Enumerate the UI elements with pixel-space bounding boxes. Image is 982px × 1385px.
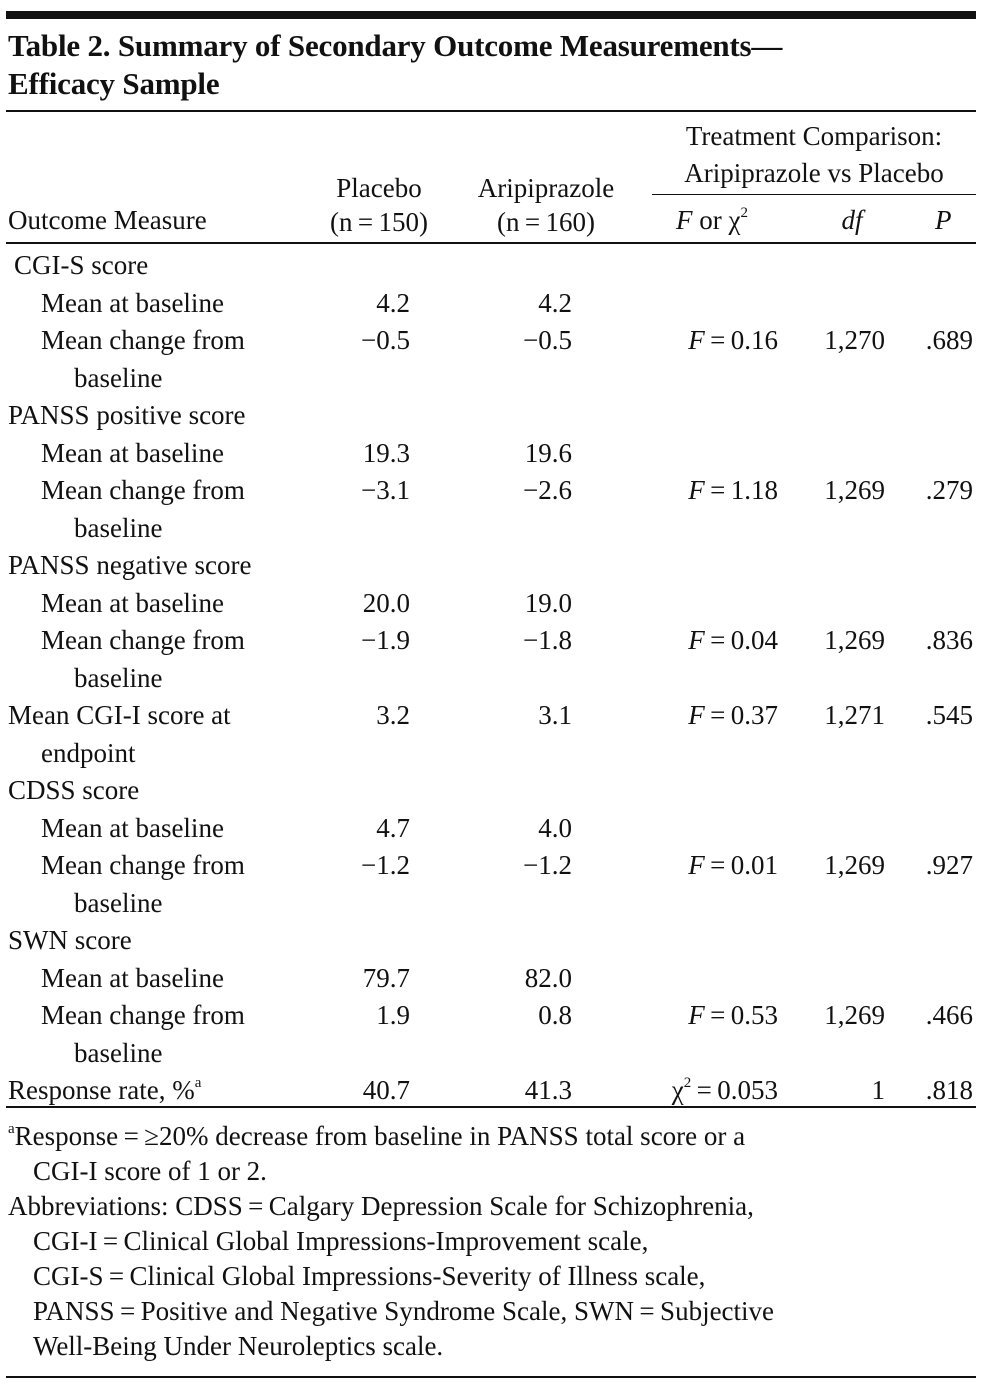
footnote-a-text: Response = ≥20% decrease from baseline in PANSS total score or a [14, 1121, 746, 1151]
row-label-text: Mean CGI-I score at [8, 700, 231, 730]
footnote-a-line2: CGI-I score of 1 or 2. [33, 1156, 267, 1186]
row-label-text: Mean change from [41, 475, 245, 505]
comparison-statistic [630, 322, 778, 358]
table-title-line2: Efficacy Sample [8, 66, 220, 101]
row-label [8, 547, 252, 583]
header-comparison-line1: Treatment Comparison: [685, 121, 943, 151]
header-stat-or-chi: or χ [692, 205, 741, 235]
header-bottom-rule [6, 242, 976, 244]
placebo-value: 4.7 [376, 812, 410, 843]
row-label [41, 810, 224, 846]
header-statistic [676, 202, 748, 238]
statistic-value: = 0.01 [704, 850, 778, 880]
footnotes [8, 1119, 973, 1364]
row-label [41, 285, 224, 321]
statistic-symbol: F [688, 1000, 705, 1030]
abbreviations-line3: CGI-S = Clinical Global Impressions-Severity of Illness scale, [33, 1261, 706, 1291]
row-label [41, 960, 224, 996]
row-label-text: SWN score [8, 925, 132, 955]
top-thick-rule [6, 11, 976, 19]
aripiprazole-value: −1.8 [523, 625, 572, 655]
comparison-statistic [630, 622, 778, 658]
p-value: .818 [925, 1075, 973, 1105]
df-value: 1 [871, 1075, 885, 1105]
row-label-text: Mean change from [41, 625, 245, 655]
comparison-statistic [630, 997, 778, 1033]
p-value: .927 [925, 850, 973, 880]
row-label [41, 622, 245, 658]
aripiprazole-value: 41.3 [524, 1075, 572, 1105]
statistic-value: = 0.37 [704, 700, 778, 730]
row-label-continuation: baseline [74, 362, 163, 393]
row-label-continuation: baseline [74, 887, 163, 918]
header-placebo: Placebo [336, 173, 422, 203]
comparison-statistic [630, 847, 778, 883]
statistic-value: = 0.04 [704, 625, 778, 655]
row-label [41, 997, 245, 1033]
abbreviations-line2: CGI-I = Clinical Global Impressions-Improvement scale, [33, 1226, 649, 1256]
df-value: 1,269 [824, 1000, 885, 1030]
statistic-value: = 0.16 [704, 325, 778, 355]
placebo-value: −1.2 [361, 850, 410, 880]
header-stat-f: F [676, 205, 693, 235]
placebo-value: 79.7 [362, 962, 410, 993]
row-label [14, 247, 148, 283]
statistic-value: = 0.53 [704, 1000, 778, 1030]
df-value: 1,271 [824, 700, 885, 730]
aripiprazole-value: 19.6 [524, 437, 572, 468]
row-label-text: Mean at baseline [41, 962, 224, 993]
aripiprazole-value: 82.0 [524, 962, 572, 993]
row-label-continuation: baseline [74, 1037, 163, 1068]
df-value: 1,269 [824, 850, 885, 880]
placebo-value: −0.5 [361, 325, 410, 355]
placebo-value: 40.7 [362, 1075, 410, 1105]
aripiprazole-value: 0.8 [538, 1000, 572, 1030]
comparison-statistic [630, 472, 778, 508]
row-label-text: Mean at baseline [41, 812, 224, 843]
df-value: 1,269 [824, 475, 885, 505]
placebo-value: 19.3 [362, 437, 410, 468]
statistic-value: = 1.18 [704, 475, 778, 505]
row-label-continuation: baseline [74, 662, 163, 693]
p-value: .279 [925, 475, 973, 505]
row-label-text: Mean at baseline [41, 287, 224, 318]
aripiprazole-value: −1.2 [523, 850, 572, 880]
footnote-a-line1 [8, 1119, 973, 1154]
placebo-value: 4.2 [376, 287, 410, 318]
row-label [41, 435, 224, 471]
header-aripiprazole-n: (n = 160) [496, 207, 596, 237]
aripiprazole-value: 4.0 [538, 812, 572, 843]
row-label-text: PANSS negative score [8, 550, 252, 580]
row-label-footnote-marker: a [194, 1075, 202, 1091]
statistic-symbol: F [688, 325, 705, 355]
row-label-text: PANSS positive score [8, 400, 246, 430]
bottom-rule [6, 1376, 976, 1378]
row-label-text: Mean change from [41, 850, 245, 880]
df-value: 1,270 [824, 325, 885, 355]
header-top-rule [6, 110, 976, 112]
aripiprazole-value: 3.1 [538, 700, 572, 730]
comparison-statistic [630, 1072, 778, 1108]
row-label [8, 772, 139, 808]
placebo-value: −3.1 [361, 475, 410, 505]
header-p: P [935, 205, 952, 235]
placebo-value: 1.9 [376, 1000, 410, 1030]
header-placebo-n: (n = 150) [329, 207, 429, 237]
row-label-text: CDSS score [8, 775, 140, 805]
row-label-text: Mean change from [41, 325, 245, 355]
row-label [8, 1072, 201, 1108]
statistic-symbol: χ [671, 1075, 684, 1105]
p-value: .836 [925, 625, 973, 655]
placebo-value: −1.9 [361, 625, 410, 655]
table-title-line1: Table 2. Summary of Secondary Outcome Measurements— [8, 28, 783, 63]
abbreviations-line5: Well-Being Under Neuroleptics scale. [33, 1331, 444, 1361]
footnote-a-marker: a [8, 1121, 15, 1137]
p-value: .466 [925, 1000, 973, 1030]
row-label-continuation: endpoint [41, 737, 136, 768]
placebo-value: 3.2 [376, 700, 410, 730]
header-aripiprazole: Aripiprazole [477, 173, 615, 203]
row-label [8, 922, 132, 958]
aripiprazole-value: −2.6 [523, 475, 572, 505]
row-label [41, 472, 245, 508]
row-label [41, 322, 245, 358]
statistic-value: = 0.053 [691, 1075, 778, 1105]
row-label-text: Mean at baseline [41, 437, 224, 468]
header-stat-sup: 2 [740, 205, 748, 221]
row-label [8, 397, 246, 433]
row-label [41, 847, 245, 883]
header-outcome-measure: Outcome Measure [8, 205, 207, 235]
row-label [41, 585, 224, 621]
comparison-statistic [630, 697, 778, 733]
row-label-text: Mean change from [41, 1000, 245, 1030]
df-value: 1,269 [824, 625, 885, 655]
statistic-symbol: F [688, 475, 705, 505]
statistic-symbol: F [688, 700, 705, 730]
aripiprazole-value: −0.5 [523, 325, 572, 355]
header-comparison-line2: Aripiprazole vs Placebo [684, 158, 944, 188]
statistic-symbol: F [688, 625, 705, 655]
aripiprazole-value: 4.2 [538, 287, 572, 318]
p-value: .545 [925, 700, 973, 730]
row-label-text: Mean at baseline [41, 587, 224, 618]
abbreviations-line4: PANSS = Positive and Negative Syndrome Scale, SWN = Subjective [33, 1296, 775, 1326]
statistic-superscript: 2 [683, 1075, 692, 1091]
row-label [8, 697, 231, 733]
table-title [8, 27, 973, 103]
statistic-symbol: F [688, 850, 705, 880]
row-label-continuation: baseline [74, 512, 163, 543]
row-label-text: CGI-S score [14, 250, 149, 280]
table-bottom-rule [6, 1106, 976, 1108]
header-df: df [841, 205, 863, 235]
comparison-subrule [652, 194, 976, 195]
p-value: .689 [925, 325, 973, 355]
abbreviations-line1: Abbreviations: CDSS = Calgary Depression Scale for Schizophrenia, [8, 1191, 754, 1221]
aripiprazole-value: 19.0 [524, 587, 572, 618]
placebo-value: 20.0 [362, 587, 410, 618]
row-label-text: Response rate, % [8, 1075, 195, 1105]
